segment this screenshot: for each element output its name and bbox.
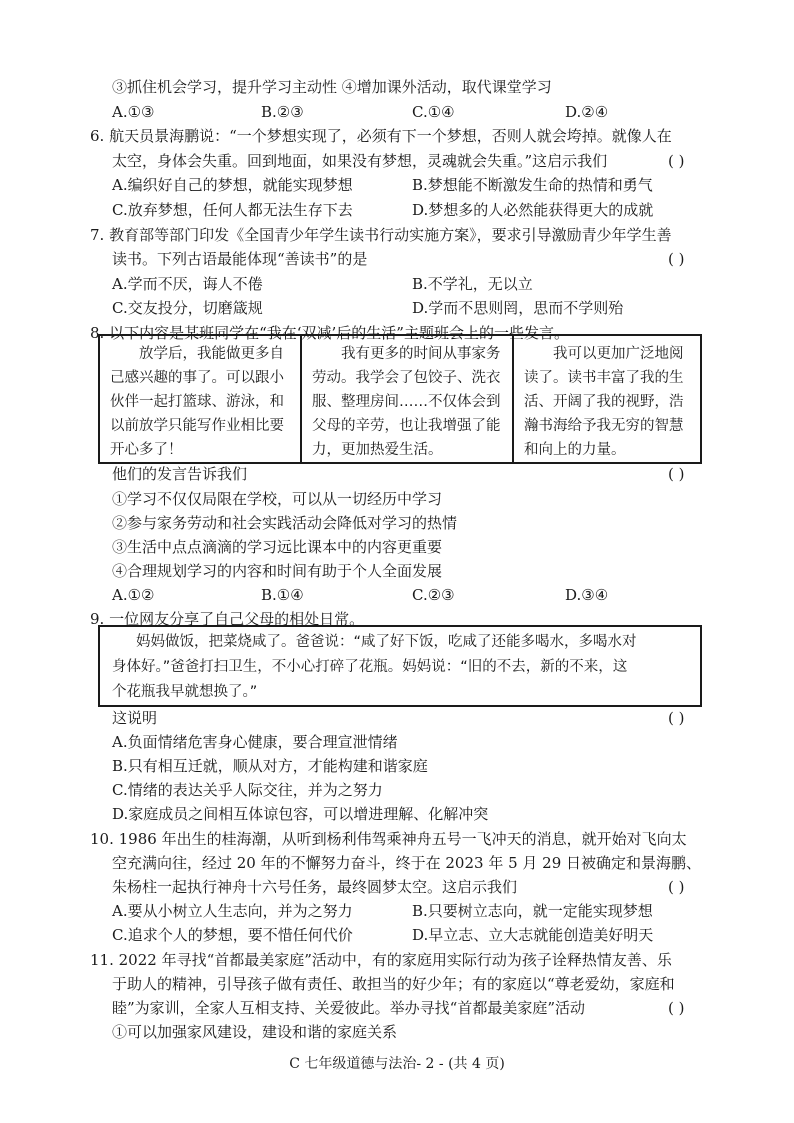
q10-options-row1	[0, 898, 794, 924]
q9-quote-line-1: 妈妈做饭，把菜烧咸了。爸爸说：“咸了好下饭，吃咸了还能多喝水，多喝水对	[136, 634, 637, 650]
q11-stem-line3	[0, 995, 794, 1021]
q8-text: 8. 以下内容是某班同学在“我在‘双减’后的生活”主题班会上的一些发言。	[90, 324, 569, 342]
q6-options-row1	[0, 172, 794, 198]
q10-option-b: B.只要树立志向，就一定能实现梦想	[412, 902, 653, 920]
q7-options-row1	[0, 271, 794, 297]
q8-quote-box	[98, 334, 702, 464]
q10-stem-line2	[0, 850, 794, 876]
q6-answer-paren: ( )	[668, 152, 685, 170]
q10-text-3: 朱杨柱一起执行神舟十六号任务，最终圆梦太空。这启示我们	[112, 878, 518, 896]
q9-option-d: D.家庭成员之间相互体谅包容，可以增进理解、化解冲突	[112, 805, 489, 823]
q5-line	[0, 74, 794, 100]
q11-text-3: 睦”为家训，全家人互相支持、关爱彼此。举办寻找“首都最美家庭”活动	[112, 999, 586, 1017]
q10-stem-line1	[0, 826, 794, 852]
q6-text-1: 6. 航天员景海鹏说：“一个梦想实现了，必须有下一个梦想，否则人就会垮掉。就像人在	[90, 127, 672, 145]
q5-option-c: C.①④	[412, 103, 455, 121]
q7-option-a: A.学而不厌，诲人不倦	[112, 275, 263, 293]
q7-answer-paren: ( )	[668, 250, 685, 268]
q8-item-2	[0, 510, 794, 536]
q11-text-2: 于助人的精神，引导孩子做有责任、敢担当的好少年；有的家庭以“尊老爱幼，家庭和	[112, 975, 675, 993]
q6-option-c: C.放弃梦想，任何人都无法生存下去	[112, 201, 353, 219]
q8-item-2-text: ②参与家务劳动和社会实践活动会降低对学习的热情	[112, 514, 458, 532]
q6-stem-line1	[0, 123, 794, 149]
q5-item-line: ③抓住机会学习，提升学习主动性 ④增加课外活动，取代课堂学习	[112, 78, 552, 96]
q8-quote-1: 放学后，我能做更多自己感兴趣的事了。可以跟小伙伴一起打篮球、游泳，和以前放学只能写作业相比要开心多了！	[110, 346, 284, 458]
q10-option-d: D.早立志、立大志就能创造美好明天	[412, 926, 654, 944]
q11-item-1	[0, 1019, 794, 1045]
q8-item-4	[0, 558, 794, 584]
q6-text-2: 太空，身体会失重。回到地面，如果没有梦想，灵魂就会失重。”这启示我们	[112, 152, 608, 170]
q7-option-c: C.交友投分，切磨箴规	[112, 299, 263, 317]
q6-stem-line2	[0, 148, 794, 174]
q9-option-d-line	[0, 801, 794, 827]
q5-options	[0, 99, 794, 125]
q8-option-b: B.①④	[261, 586, 304, 604]
q11-item-1-text: ①可以加强家风建设，建设和谐的家庭关系	[112, 1023, 398, 1041]
q6-option-d: D.梦想多的人必然能获得更大的成就	[412, 201, 654, 219]
q7-text-2: 读书。下列古语最能体现“善读书”的是	[112, 250, 368, 268]
q8-item-3	[0, 534, 794, 560]
q7-option-b: B.不学礼，无以立	[412, 275, 533, 293]
q9-text: 9. 一位网友分享了自己父母的相处日常。	[90, 610, 365, 628]
q10-answer-paren: ( )	[668, 878, 685, 896]
q8-option-d: D.③④	[565, 586, 609, 604]
q9-option-c-line	[0, 777, 794, 803]
q8-item-4-text: ④合理规划学习的内容和时间有助于个人全面发展	[112, 562, 443, 580]
q10-option-a: A.要从小树立人生志向，并为之努力	[112, 902, 353, 920]
q9-option-a-line	[0, 729, 794, 755]
q11-stem-line2	[0, 971, 794, 997]
q7-stem-line1	[0, 222, 794, 248]
q6-option-a: A.编织好自己的梦想，就能实现梦想	[112, 176, 353, 194]
q6-option-b: B.梦想能不断激发生命的热情和勇气	[412, 176, 653, 194]
q8-item-1	[0, 486, 794, 512]
q11-text-1: 11. 2022 年寻找“首都最美家庭”活动中，有的家庭用实际行动为孩子诠释热情友善、乐	[90, 951, 672, 969]
q11-answer-paren: ( )	[668, 999, 685, 1017]
q9-answer-paren: ( )	[668, 709, 685, 727]
q7-option-d: D.学而不思则罔，思而不学则殆	[412, 299, 624, 317]
q9-question-text: 这说明	[112, 709, 158, 727]
q9-option-a: A.负面情绪危害身心健康，要合理宣泄情绪	[112, 733, 398, 751]
q8-quote-2: 我有更多的时间从事家务劳动。我学会了包饺子、洗衣服、整理房间……不仅体会到父母的辛劳，也让我增强了能力，更加热爱生活。	[300, 336, 512, 462]
q8-item-1-text: ①学习不仅仅局限在学校，可以从一切经历中学习	[112, 490, 443, 508]
q9-option-b: B.只有相互迁就，顺从对方，才能构建和谐家庭	[112, 757, 428, 775]
q8-answer-paren: ( )	[668, 465, 685, 483]
q8-options	[0, 582, 794, 608]
q10-option-c: C.追求个人的梦想，要不惜任何代价	[112, 926, 353, 944]
q5-option-b: B.②③	[261, 103, 304, 121]
page-footer: C 七年级道德与法治- 2 - (共 4 页)	[289, 1056, 505, 1072]
q10-text-1: 10. 1986 年出生的桂海潮，从听到杨利伟驾乘神舟五号一飞冲天的消息，就开始对飞向太	[90, 830, 687, 848]
q9-option-c: C.情绪的表达关乎人际交往，并为之努力	[112, 781, 383, 799]
q9-question	[0, 705, 794, 731]
q10-text-2: 空充满向往，经过 20 年的不懈努力奋斗，终于在 2023 年 5 月 29 日被确定和景海鹏、	[112, 854, 702, 872]
q8-option-c: C.②③	[412, 586, 455, 604]
q9-quote-line-2: 身体好。”爸爸打扫卫生，不小心打碎了花瓶。妈妈说：“旧的不去，新的不来，这	[112, 659, 628, 675]
q9-quote-box	[98, 625, 702, 707]
q11-stem-line1	[0, 947, 794, 973]
q7-text-1: 7. 教育部等部门印发《全国青少年学生读书行动实施方案》，要求引导激励青少年学生善	[90, 226, 672, 244]
q8-option-a: A.①②	[112, 586, 155, 604]
q6-options-row2	[0, 197, 794, 223]
q9-quote-line-3: 个花瓶我早就想换了。”	[112, 684, 258, 700]
q7-stem-line2	[0, 246, 794, 272]
q8-quote-3: 我可以更加广泛地阅读了。读书丰富了我的生活、开阔了我的视野，浩瀚书海给予我无穷的智慧和向上的力量。	[512, 336, 700, 462]
q5-option-a: A.①③	[112, 103, 155, 121]
q8-question	[0, 461, 794, 487]
q5-option-d: D.②④	[565, 103, 609, 121]
q8-item-3-text: ③生活中点点滴滴的学习远比课本中的内容更重要	[112, 538, 443, 556]
q10-options-row2	[0, 922, 794, 948]
q8-question-text: 他们的发言告诉我们	[112, 465, 248, 483]
q9-option-b-line	[0, 753, 794, 779]
q10-stem-line3	[0, 874, 794, 900]
q7-options-row2	[0, 295, 794, 321]
